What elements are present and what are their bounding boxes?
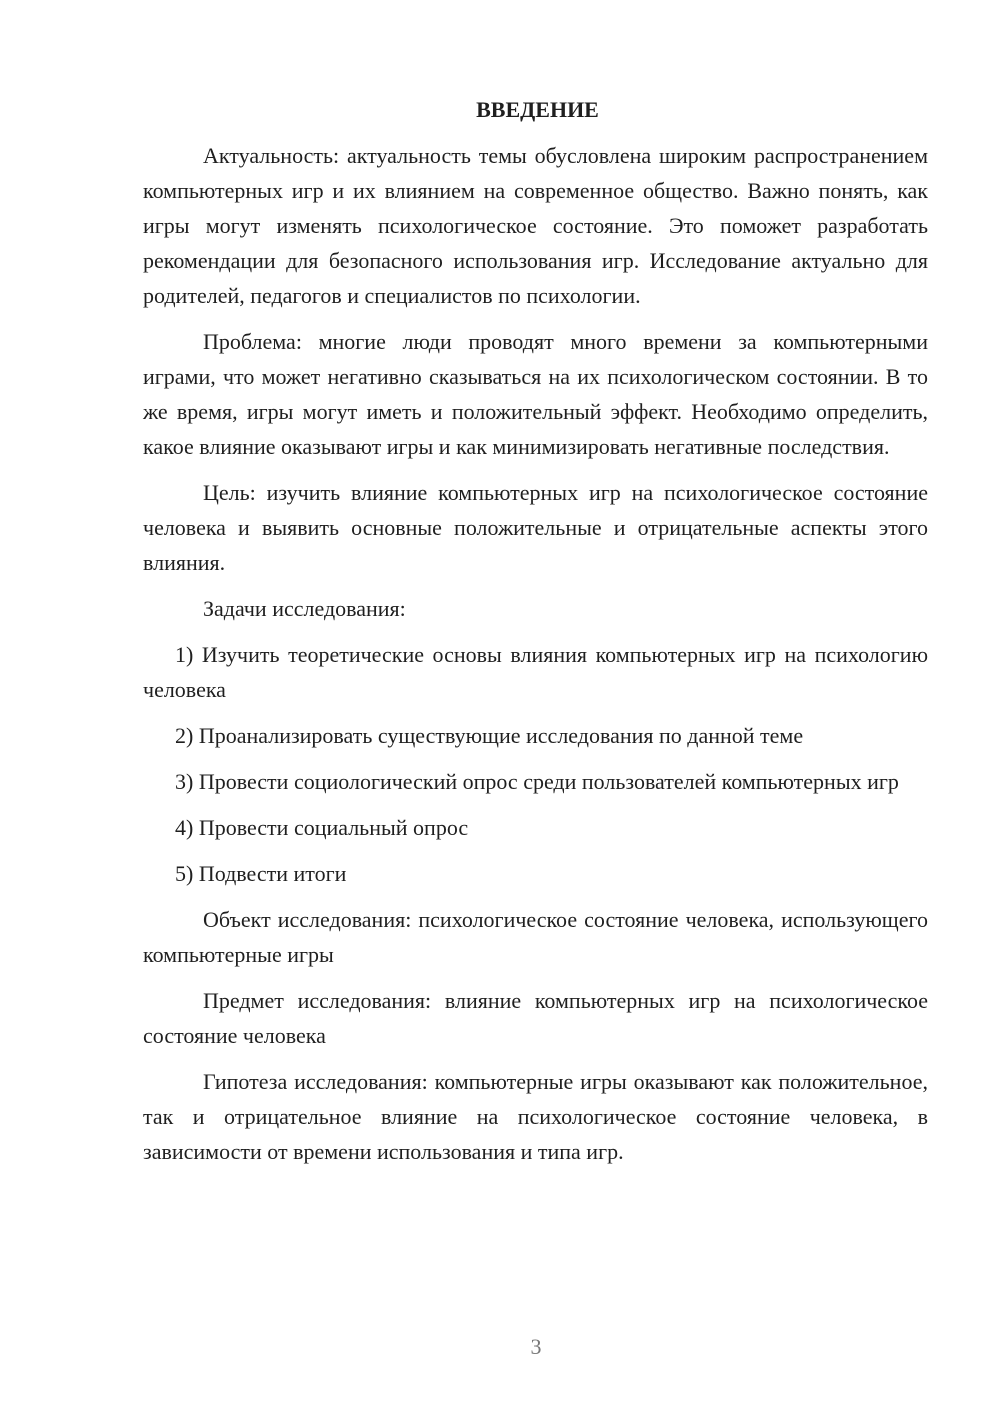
relevance-paragraph: Актуальность: актуальность темы обусловлена широким распространением компьютерных игр и их влиянием на современное общество. Важно понять, как игры могут изменять психологическое состояние. Это поможет разработать рекомендации для безопасного использования игр. Исследование актуально для родителей, педагогов и специалистов по психологии. xyxy=(143,143,928,308)
page-title: ВВЕДЕНИЕ xyxy=(476,97,599,122)
task-item-3: 3) Провести социологический опрос среди пользователей компьютерных игр xyxy=(175,769,899,794)
hypothesis-paragraph: Гипотеза исследования: компьютерные игры оказывают как положительное, так и отрицательное влияние на психологическое состояние человека, в зависимости от времени использования и типа игр. xyxy=(143,1069,928,1164)
document-page xyxy=(143,94,928,1169)
problem-paragraph: Проблема: многие люди проводят много времени за компьютерными играми, что может негативно сказываться на их психологическом состоянии. В то же время, игры могут иметь и положительный эффект. Необходимо определить, какое влияние оказывают игры и как минимизировать негативные последствия. xyxy=(143,329,928,459)
page-number: 3 xyxy=(530,1334,542,1359)
tasks-heading: Задачи исследования: xyxy=(203,596,406,621)
subject-paragraph: Предмет исследования: влияние компьютерных игр на психологическое состояние человека xyxy=(143,988,928,1048)
goal-paragraph: Цель: изучить влияние компьютерных игр на психологическое состояние человека и выявить основные положительные и отрицательные аспекты этого влияния. xyxy=(143,480,928,575)
tasks-list xyxy=(143,637,928,891)
task-item-4: 4) Провести социальный опрос xyxy=(175,815,469,840)
task-item-2: 2) Проанализировать существующие исследования по данной теме xyxy=(175,723,804,748)
object-paragraph: Объект исследования: психологическое состояние человека, использующего компьютерные игры xyxy=(143,907,928,967)
task-item-5: 5) Подвести итоги xyxy=(175,861,347,886)
task-item-1: 1) Изучить теоретические основы влияния компьютерных игр на психологию человека xyxy=(143,642,928,702)
